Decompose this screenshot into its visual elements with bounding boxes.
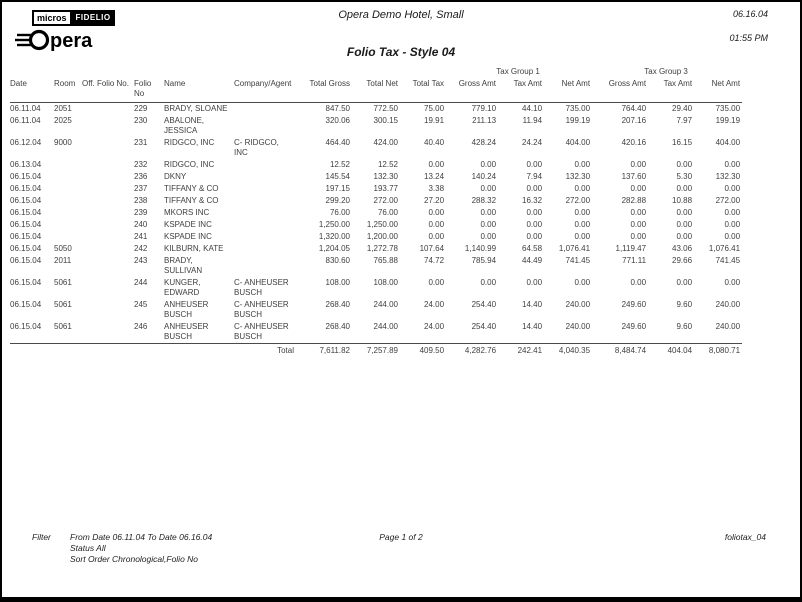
cell: 785.94 xyxy=(471,256,497,265)
cell xyxy=(234,231,296,243)
cell: 145.54 xyxy=(325,172,350,181)
cell: 5061 xyxy=(54,322,72,331)
cell: 06.12.04 xyxy=(10,138,42,147)
cell: 211.13 xyxy=(472,116,497,125)
cell xyxy=(82,299,134,321)
cell: 0.00 xyxy=(676,232,693,241)
filter-line-dates: From Date 06.11.04 To Date 06.16.04 xyxy=(70,532,213,542)
cell: 420.16 xyxy=(621,138,647,147)
column-header: Name xyxy=(164,78,234,103)
cell: 74.72 xyxy=(424,256,445,265)
table-row xyxy=(10,103,742,116)
total-row xyxy=(10,344,742,358)
cell: 06.15.04 xyxy=(10,208,42,217)
cell: 779.10 xyxy=(471,104,497,113)
cell: TIFFANY & CO xyxy=(164,196,219,205)
column-header: Folio No xyxy=(134,78,164,103)
cell: 06.15.04 xyxy=(10,244,42,253)
cell: 14.40 xyxy=(522,322,543,331)
cell: ABALONE, JESSICA xyxy=(164,116,205,135)
cell: 11.94 xyxy=(522,116,543,125)
cell: 27.20 xyxy=(424,196,445,205)
cell: 0.00 xyxy=(428,220,445,229)
cell: 764.40 xyxy=(621,104,647,113)
cell: 06.13.04 xyxy=(10,160,42,169)
cell: 2011 xyxy=(54,256,72,265)
cell xyxy=(82,103,134,116)
cell: 29.66 xyxy=(672,256,693,265)
cell: 06.15.04 xyxy=(10,278,42,287)
cell: 199.19 xyxy=(715,116,741,125)
cell: 16.15 xyxy=(672,138,693,147)
cell: 2051 xyxy=(54,104,72,113)
cell: 5061 xyxy=(54,300,72,309)
cell: 268.40 xyxy=(325,300,350,309)
cell: 0.00 xyxy=(428,278,445,287)
total-cell: 4,040.35 xyxy=(544,344,592,358)
cell: 238 xyxy=(134,196,148,205)
cell: 404.00 xyxy=(715,138,741,147)
fidelio-logo-text: FIDELIO xyxy=(72,10,115,26)
cell xyxy=(82,195,134,207)
cell: C- ANHEUSER BUSCH xyxy=(234,278,289,297)
report-time: 01:55 PM xyxy=(729,33,768,43)
cell xyxy=(54,219,82,231)
cell: 43.06 xyxy=(672,244,693,253)
column-header: Gross Amt xyxy=(592,78,648,103)
cell: 0.00 xyxy=(676,184,693,193)
cell: 132.30 xyxy=(373,172,398,181)
cell xyxy=(82,255,134,277)
cell xyxy=(54,231,82,243)
cell: 240.00 xyxy=(715,322,741,331)
cell: 0.00 xyxy=(574,278,591,287)
cell: 44.49 xyxy=(522,256,543,265)
total-cell: 4,282.76 xyxy=(446,344,498,358)
hotel-name: Opera Demo Hotel, Small xyxy=(338,9,464,21)
cell: MKORS INC xyxy=(164,208,210,217)
cell: 1,204.05 xyxy=(318,244,350,253)
cell: 12.52 xyxy=(329,160,350,169)
cell: 24.24 xyxy=(522,138,543,147)
total-cell: 409.50 xyxy=(400,344,446,358)
cell: 1,076.41 xyxy=(558,244,591,253)
cell xyxy=(82,137,134,159)
cell: C- ANHEUSER BUSCH xyxy=(234,300,289,319)
cell: 254.40 xyxy=(471,300,497,309)
cell: 404.00 xyxy=(565,138,591,147)
report-table-wrapper xyxy=(10,66,742,357)
cell: 288.32 xyxy=(471,196,497,205)
cell: 0.00 xyxy=(724,208,741,217)
cell: 249.60 xyxy=(621,300,647,309)
column-header: Off. Folio No. xyxy=(82,78,134,103)
cell: 0.00 xyxy=(574,184,591,193)
cell: 0.00 xyxy=(676,220,693,229)
total-cell: 8,484.74 xyxy=(592,344,648,358)
cell xyxy=(82,115,134,137)
cell xyxy=(54,183,82,195)
cell: 0.00 xyxy=(630,220,647,229)
cell: 428.24 xyxy=(471,138,497,147)
cell: 107.64 xyxy=(419,244,445,253)
cell: 0.00 xyxy=(630,278,647,287)
cell: 76.00 xyxy=(377,208,398,217)
column-header: Net Amt xyxy=(544,78,592,103)
cell: TIFFANY & CO xyxy=(164,184,219,193)
cell: 320.06 xyxy=(325,116,350,125)
cell: 254.40 xyxy=(471,322,497,331)
cell: ANHEUSER BUSCH xyxy=(164,300,209,319)
cell xyxy=(82,183,134,195)
cell: C- ANHEUSER BUSCH xyxy=(234,322,289,341)
table-row xyxy=(10,207,742,219)
cell xyxy=(234,195,296,207)
tax-group-1-header: Tax Group 1 xyxy=(496,67,540,76)
cell: 9.60 xyxy=(676,322,693,331)
column-header: Total Tax xyxy=(400,78,446,103)
cell: 741.45 xyxy=(565,256,591,265)
cell xyxy=(54,171,82,183)
table-row xyxy=(10,159,742,171)
cell xyxy=(82,219,134,231)
cell: 0.00 xyxy=(630,184,647,193)
cell xyxy=(82,171,134,183)
cell: 5061 xyxy=(54,278,72,287)
cell: ANHEUSER BUSCH xyxy=(164,322,209,341)
cell: 847.50 xyxy=(325,104,350,113)
cell: 0.00 xyxy=(526,184,543,193)
cell: 1,119.47 xyxy=(615,244,647,253)
cell: 1,320.00 xyxy=(318,232,350,241)
cell: 132.30 xyxy=(565,172,591,181)
cell: 771.11 xyxy=(622,256,647,265)
cell: 13.24 xyxy=(424,172,445,181)
cell: KILBURN, KATE xyxy=(164,244,224,253)
cell: 0.00 xyxy=(574,232,591,241)
cell: 0.00 xyxy=(526,278,543,287)
cell: 16.32 xyxy=(522,196,543,205)
table-body xyxy=(10,103,742,358)
micros-logo-text: micros xyxy=(32,10,72,26)
cell: 44.10 xyxy=(522,104,543,113)
cell: 830.60 xyxy=(325,256,350,265)
cell xyxy=(234,255,296,277)
cell: 240.00 xyxy=(715,300,741,309)
column-header: Date xyxy=(10,78,54,103)
page-indicator: Page 1 of 2 xyxy=(379,532,423,542)
table-row xyxy=(10,137,742,159)
cell: 243 xyxy=(134,256,148,265)
table-row xyxy=(10,171,742,183)
cell xyxy=(234,171,296,183)
cell: C- RIDGCO, INC xyxy=(234,138,279,157)
cell: 5.30 xyxy=(676,172,693,181)
cell: BRADY, SULLIVAN xyxy=(164,256,203,275)
cell: 464.40 xyxy=(325,138,350,147)
cell: 0.00 xyxy=(480,184,497,193)
cell: RIDGCO, INC xyxy=(164,160,215,169)
report-title: Folio Tax - Style 04 xyxy=(346,45,456,59)
table-row xyxy=(10,195,742,207)
cell: 76.00 xyxy=(329,208,350,217)
cell: 7.94 xyxy=(526,172,543,181)
cell: 06.15.04 xyxy=(10,184,42,193)
cell: 282.88 xyxy=(621,196,647,205)
total-label: Total xyxy=(234,344,296,358)
cell: 240.00 xyxy=(565,322,591,331)
cell: 1,200.00 xyxy=(366,232,398,241)
cell: 0.00 xyxy=(428,160,445,169)
cell: 0.00 xyxy=(676,160,693,169)
cell: 241 xyxy=(134,232,148,241)
cell: 244 xyxy=(134,278,148,287)
cell: 06.11.04 xyxy=(10,116,41,125)
cell: 9000 xyxy=(54,138,72,147)
cell: 9.60 xyxy=(676,300,693,309)
cell: 06.15.04 xyxy=(10,256,42,265)
table-row xyxy=(10,255,742,277)
cell: 3.38 xyxy=(428,184,445,193)
cell: 735.00 xyxy=(715,104,741,113)
cell: 245 xyxy=(134,300,148,309)
cell: 19.91 xyxy=(424,116,445,125)
report-code: foliotax_04 xyxy=(724,532,766,542)
cell: 0.00 xyxy=(574,160,591,169)
cell: 1,076.41 xyxy=(708,244,741,253)
report-table xyxy=(10,66,742,357)
cell: 1,272.78 xyxy=(366,244,398,253)
tax-group-3-header: Tax Group 3 xyxy=(644,67,688,76)
cell: 0.00 xyxy=(630,208,647,217)
cell: 0.00 xyxy=(574,220,591,229)
cell: 0.00 xyxy=(480,208,497,217)
cell: KUNGER, EDWARD xyxy=(164,278,201,297)
cell: 231 xyxy=(134,138,148,147)
table-row xyxy=(10,243,742,255)
cell: 299.20 xyxy=(325,196,350,205)
cell xyxy=(234,115,296,137)
cell: 137.60 xyxy=(621,172,647,181)
cell: 24.00 xyxy=(424,300,445,309)
cell: 0.00 xyxy=(428,208,445,217)
cell: 06.15.04 xyxy=(10,196,42,205)
cell: 735.00 xyxy=(565,104,591,113)
cell xyxy=(54,195,82,207)
column-header: Tax Amt xyxy=(498,78,544,103)
filter-label: Filter xyxy=(32,532,51,542)
cell: 0.00 xyxy=(428,232,445,241)
cell: 0.00 xyxy=(724,278,741,287)
cell: 0.00 xyxy=(724,232,741,241)
table-row xyxy=(10,277,742,299)
cell: 741.45 xyxy=(715,256,741,265)
cell: KSPADE INC xyxy=(164,220,212,229)
table-row xyxy=(10,299,742,321)
total-spacer xyxy=(10,344,234,358)
cell: 246 xyxy=(134,322,148,331)
cell: 236 xyxy=(134,172,148,181)
total-cell: 404.04 xyxy=(648,344,694,358)
column-header: Gross Amt xyxy=(446,78,498,103)
cell: 06.15.04 xyxy=(10,322,42,331)
cell: 29.40 xyxy=(672,104,693,113)
cell: 244.00 xyxy=(373,322,398,331)
cell: 14.40 xyxy=(522,300,543,309)
cell: 268.40 xyxy=(325,322,350,331)
cell: 1,250.00 xyxy=(318,220,350,229)
opera-logo-text: pera xyxy=(50,30,93,52)
cell: 272.00 xyxy=(565,196,591,205)
cell: 230 xyxy=(134,116,148,125)
cell xyxy=(234,159,296,171)
cell: 199.19 xyxy=(565,116,591,125)
cell: 244.00 xyxy=(373,300,398,309)
cell: 108.00 xyxy=(373,278,398,287)
table-row xyxy=(10,183,742,195)
cell: 10.88 xyxy=(672,196,693,205)
cell: 75.00 xyxy=(424,104,445,113)
cell xyxy=(82,207,134,219)
column-header: Net Amt xyxy=(694,78,742,103)
cell: 0.00 xyxy=(480,232,497,241)
cell: 424.00 xyxy=(373,138,398,147)
cell: 229 xyxy=(134,104,148,113)
table-row xyxy=(10,219,742,231)
column-header: Company/Agent xyxy=(234,78,296,103)
cell xyxy=(234,183,296,195)
group-header-spacer xyxy=(10,66,446,78)
cell xyxy=(54,207,82,219)
column-header: Total Gross xyxy=(296,78,352,103)
cell: DKNY xyxy=(164,172,187,181)
cell: 140.24 xyxy=(471,172,497,181)
cell: 0.00 xyxy=(574,208,591,217)
cell xyxy=(82,243,134,255)
cell xyxy=(82,159,134,171)
cell: 64.58 xyxy=(522,244,543,253)
cell: 240.00 xyxy=(565,300,591,309)
cell: 1,140.99 xyxy=(464,244,497,253)
cell: 193.77 xyxy=(373,184,398,193)
table-row xyxy=(10,321,742,344)
cell: 5050 xyxy=(54,244,72,253)
filter-line-sort: Sort Order Chronological,Folio No xyxy=(70,554,199,564)
table-row xyxy=(10,115,742,137)
cell: 108.00 xyxy=(325,278,350,287)
cell: 06.15.04 xyxy=(10,220,42,229)
cell: 240 xyxy=(134,220,148,229)
cell: 06.11.04 xyxy=(10,104,41,113)
cell: 0.00 xyxy=(630,160,647,169)
cell: 0.00 xyxy=(526,160,543,169)
cell: 0.00 xyxy=(724,184,741,193)
cell: 232 xyxy=(134,160,148,169)
cell: 132.30 xyxy=(715,172,741,181)
cell: 24.00 xyxy=(424,322,445,331)
cell: 0.00 xyxy=(676,208,693,217)
cell: 7.97 xyxy=(676,116,693,125)
cell: 197.15 xyxy=(325,184,350,193)
cell: 0.00 xyxy=(480,160,497,169)
cell: 249.60 xyxy=(621,322,647,331)
cell xyxy=(82,277,134,299)
column-header-row xyxy=(10,78,742,103)
cell xyxy=(234,103,296,116)
cell: KSPADE INC xyxy=(164,232,212,241)
cell: 0.00 xyxy=(676,278,693,287)
cell: 06.15.04 xyxy=(10,300,42,309)
cell: 0.00 xyxy=(630,232,647,241)
cell: 0.00 xyxy=(480,278,497,287)
group-header-row xyxy=(10,66,742,78)
cell: 272.00 xyxy=(715,196,741,205)
cell xyxy=(234,207,296,219)
cell xyxy=(82,231,134,243)
cell: 0.00 xyxy=(526,220,543,229)
column-header: Total Net xyxy=(352,78,400,103)
cell: BRADY, SLOANE xyxy=(164,104,228,113)
cell: 0.00 xyxy=(480,220,497,229)
cell: 40.40 xyxy=(424,138,445,147)
cell: 12.52 xyxy=(377,160,398,169)
cell: 207.16 xyxy=(621,116,647,125)
cell xyxy=(234,243,296,255)
report-date: 06.16.04 xyxy=(732,9,768,19)
cell: 0.00 xyxy=(526,232,543,241)
cell: 272.00 xyxy=(373,196,398,205)
cell: 765.88 xyxy=(373,256,398,265)
cell: 0.00 xyxy=(724,220,741,229)
cell: RIDGCO, INC xyxy=(164,138,215,147)
table-row xyxy=(10,231,742,243)
column-header: Tax Amt xyxy=(648,78,694,103)
total-cell: 8,080.71 xyxy=(694,344,742,358)
cell: 1,250.00 xyxy=(366,220,398,229)
cell: 2025 xyxy=(54,116,72,125)
column-header: Room xyxy=(54,78,82,103)
cell: 300.15 xyxy=(373,116,398,125)
cell: 239 xyxy=(134,208,148,217)
cell xyxy=(234,219,296,231)
cell xyxy=(82,321,134,344)
cell: 06.15.04 xyxy=(10,232,42,241)
cell: 237 xyxy=(134,184,148,193)
total-cell: 242.41 xyxy=(498,344,544,358)
cell: 242 xyxy=(134,244,148,253)
cell: 772.50 xyxy=(373,104,398,113)
cell: 06.15.04 xyxy=(10,172,42,181)
cell: 0.00 xyxy=(526,208,543,217)
filter-line-status: Status All xyxy=(70,543,106,553)
total-cell: 7,611.82 xyxy=(296,344,352,358)
cell: 0.00 xyxy=(724,160,741,169)
total-cell: 7,257.89 xyxy=(352,344,400,358)
cell xyxy=(54,159,82,171)
